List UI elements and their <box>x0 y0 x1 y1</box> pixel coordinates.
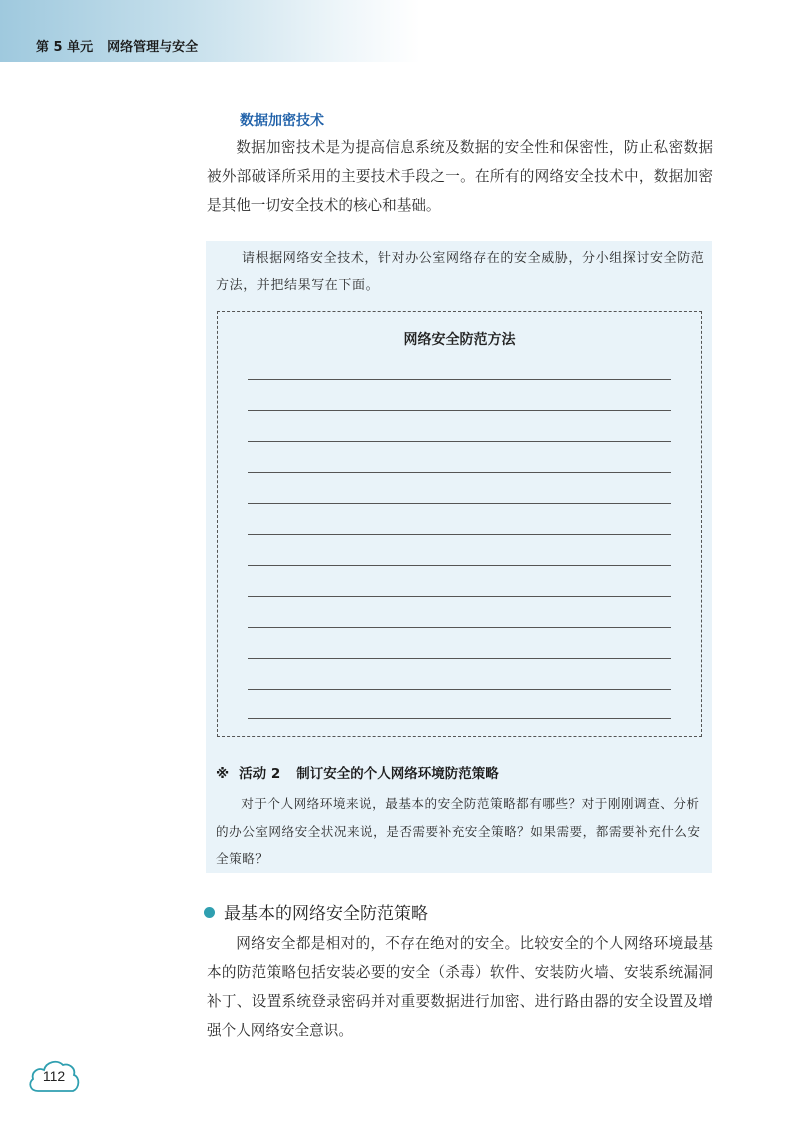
answer-line[interactable] <box>248 410 671 411</box>
answer-line[interactable] <box>248 379 671 380</box>
form-title: 网络安全防范方法 <box>403 332 516 348</box>
bullet-dot-icon <box>204 907 215 918</box>
activity-box <box>206 241 712 873</box>
unit-title: 网络管理与安全 <box>107 40 199 55</box>
answer-line[interactable] <box>248 534 671 535</box>
answer-line[interactable] <box>248 503 671 504</box>
answer-form <box>217 311 702 737</box>
chapter-header-band <box>0 0 420 62</box>
section-title: 数据加密技术 <box>240 113 324 129</box>
answer-line[interactable] <box>248 565 671 566</box>
answer-line[interactable] <box>248 627 671 628</box>
unit-label: 第 5 单元 <box>36 40 94 55</box>
activity2-label: 活动 2 <box>239 766 281 782</box>
answer-line[interactable] <box>248 596 671 597</box>
activity2-mark: ※ <box>216 766 230 782</box>
chapter-heading <box>36 36 212 55</box>
subsection-paragraph: 网络安全都是相对的，不存在绝对的安全。比较安全的个人网络环境最基本的防范策略包括安装必要的安全（杀毒）软件、安装防火墙、安装系统漏洞补丁、设置系统登录密码并对重要数据进行加密、进行路由器的安全设置及增强个人网络安全意识。 <box>207 935 713 1039</box>
section-paragraph: 数据加密技术是为提高信息系统及数据的安全性和保密性，防止私密数据被外部破译所采用的主要技术手段之一。在所有的网络安全技术中，数据加密是其他一切安全技术的核心和基础。 <box>207 139 713 214</box>
page-number: 112 <box>42 1068 66 1084</box>
answer-line[interactable] <box>248 441 671 442</box>
activity-intro: 请根据网络安全技术，针对办公室网络存在的安全威胁，分小组探讨安全防范方法，并把结果写在下面。 <box>216 251 705 293</box>
activity2-text: 对于个人网络环境来说，最基本的安全防范策略都有哪些？对于刚刚调查、分析的办公室网络安全状况来说，是否需要补充安全策略？如果需要，都需要补充什么安全策略？ <box>216 796 701 866</box>
answer-line[interactable] <box>248 689 671 690</box>
subsection-title: 最基本的网络安全防范策略 <box>224 904 428 924</box>
activity2-title: 制订安全的个人网络环境防范策略 <box>296 766 499 782</box>
answer-line[interactable] <box>248 472 671 473</box>
subsection-heading <box>204 899 428 924</box>
activity2-heading <box>216 762 499 782</box>
answer-line[interactable] <box>248 718 671 719</box>
answer-line[interactable] <box>248 658 671 659</box>
